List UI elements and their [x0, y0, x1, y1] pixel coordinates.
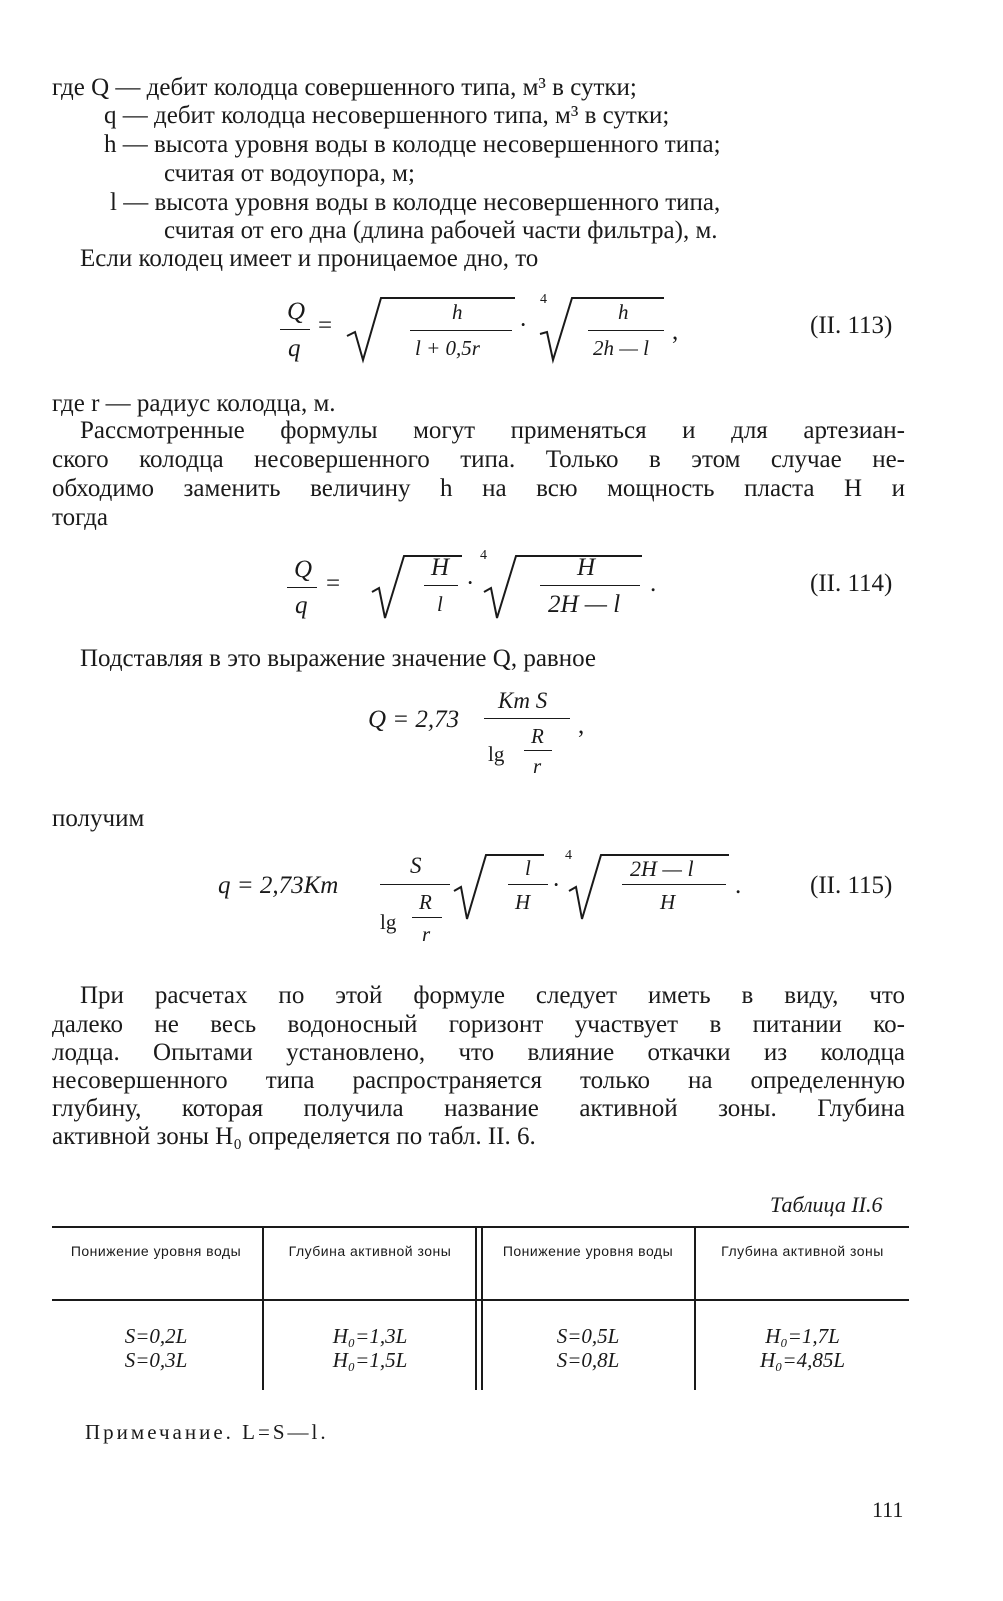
f113-root-index: 4 [540, 292, 547, 307]
table-cell-r2c3: S=0,8L [556, 1348, 620, 1372]
f113-Q: Q [287, 298, 306, 325]
paragraph-2-line-3: обходимо заменить величину h на всю мощность пласта H и [52, 475, 905, 502]
f115-num2: 2H — l [630, 856, 694, 881]
table-col-divider-2b [481, 1228, 483, 1390]
f113-q: q [288, 335, 301, 362]
f115-H: H [515, 890, 531, 914]
paragraph-3-line-6: активной зоны H₀ определяется по табл. II. 6. [52, 1123, 536, 1150]
paragraph-3-line-4: несовершенного типа распространяется только на определенную [52, 1067, 905, 1094]
f115-dot: · [552, 872, 561, 899]
equation-number-113: (II. 113) [810, 312, 893, 339]
f115-inner-bar1 [508, 884, 548, 885]
definition-r: где r — радиус колодца, м. [52, 390, 336, 417]
f115-period: . [735, 872, 742, 899]
equation-number-114: (II. 114) [810, 570, 893, 597]
definition-l: l — высота уровня воды в колодце несовершенного типа, [110, 189, 721, 216]
f115-S: S [410, 853, 422, 878]
table-note: Примечание. L=S—l. [85, 1420, 329, 1444]
paragraph-3-line-3: лодца. Опытами установлено, что влияние откачки из колодца [52, 1039, 905, 1066]
f114-H: H [431, 554, 450, 581]
f115-R: R [419, 890, 432, 914]
f114-H2: H [577, 554, 596, 581]
f114-l: l [437, 592, 443, 616]
f114-den2: 2H — l [548, 591, 621, 618]
f114-sqrt-sign [370, 546, 470, 622]
f115-l: l [525, 856, 531, 880]
f113-inner-bar1 [410, 330, 512, 331]
fQ-lg: lg [488, 742, 505, 766]
paragraph-2-line-1: Рассмотренные формулы могут применяться и для артезиан- [80, 417, 905, 444]
f114-Q: Q [294, 556, 313, 583]
table-cell-r1c2: H₀=1,3L [332, 1324, 408, 1348]
equation-number-115: (II. 115) [810, 872, 893, 899]
f114-inner-bar2 [540, 585, 640, 586]
f113-dot: · [519, 312, 528, 339]
paragraph-3-line-2: далеко не весь водоносный горизонт участвует в питании ко- [52, 1011, 905, 1038]
f114-fraction-bar [287, 587, 317, 588]
fQ-R: R [531, 724, 544, 748]
table-header-3: Понижение уровня воды [502, 1243, 674, 1259]
paragraph-substituting: Подставляя в это выражение значение Q, равное [80, 645, 597, 672]
f115-lg: lg [380, 910, 397, 934]
definition-l-cont: считая от его дна (длина рабочей части фильтра), м. [164, 217, 718, 244]
f114-equals: = [326, 570, 341, 597]
f115-small-bar [412, 917, 442, 918]
fQ-comma: , [578, 712, 585, 739]
f115-lhs: q = 2,73Km [218, 872, 339, 899]
definition-q: q — дебит колодца несовершенного типа, м³ в сутки; [104, 102, 670, 129]
table-col-divider-3 [694, 1228, 696, 1390]
table-cell-r1c3: S=0,5L [556, 1324, 620, 1348]
paragraph-if-permeable: Если колодец имеет и проницаемое дно, то [80, 245, 539, 272]
fQ-numerator: Km S [498, 688, 548, 713]
f113-h2: h [618, 300, 629, 324]
f113-den2: 2h — l [593, 336, 650, 360]
fQ-small-bar [524, 750, 552, 751]
table-col-divider-2a [475, 1228, 477, 1390]
f114-inner-bar1 [424, 585, 458, 586]
f115-r: r [422, 922, 431, 946]
table-caption: Таблица II.6 [770, 1192, 883, 1217]
fQ-r: r [533, 754, 542, 778]
paragraph-2-line-4: тогда [52, 504, 108, 531]
table-header-4: Глубина активной зоны [721, 1243, 884, 1259]
f114-dot: · [466, 570, 475, 597]
table-cell-r1c1: S=0,2L [124, 1324, 188, 1348]
paragraph-3-line-1: При расчетах по этой формуле следует иметь в виду, что [80, 982, 905, 1009]
definition-h: h — высота уровня воды в колодце несовершенного типа; [104, 131, 721, 158]
definition-h-cont: считая от водоупора, м; [164, 160, 415, 187]
definition-Q: где Q — дебит колодца совершенного типа, м³ в сутки; [52, 74, 637, 101]
f113-equals: = [318, 312, 333, 339]
table-header-1: Понижение уровня воды [70, 1243, 242, 1259]
f113-comma: , [672, 318, 679, 345]
f113-inner-bar2 [588, 330, 664, 331]
table-cell-r2c2: H₀=1,5L [332, 1348, 408, 1372]
f114-q: q [295, 592, 308, 619]
f115-main-bar [380, 884, 450, 885]
table-header-2: Глубина активной зоны [288, 1243, 452, 1259]
fQ-lhs: Q = 2,73 [368, 706, 460, 733]
table-col-divider-1 [262, 1228, 264, 1390]
paragraph-2-line-2: ского колодца несовершенного типа. Только в этом случае не- [52, 446, 905, 473]
paragraph-we-get: получим [52, 805, 145, 832]
f113-fraction-bar [280, 329, 310, 330]
paragraph-3-line-5: глубину, которая получила название активной зоны. Глубина [52, 1095, 905, 1122]
table-cell-r1c4: H₀=1,7L [765, 1324, 840, 1348]
f114-root-index: 4 [480, 548, 487, 563]
page-number: 111 [872, 1497, 904, 1522]
f113-h: h [452, 300, 463, 324]
f115-inner-bar2 [622, 884, 726, 885]
table-cell-r2c1: S=0,3L [124, 1348, 188, 1372]
f114-period: . [650, 570, 657, 597]
table-cell-r2c4: H₀=4,85L [759, 1348, 846, 1372]
f115-root-index: 4 [565, 848, 572, 863]
f113-den1: l + 0,5r [415, 336, 480, 360]
f115-H2: H [660, 890, 676, 914]
fQ-main-bar [484, 718, 570, 719]
